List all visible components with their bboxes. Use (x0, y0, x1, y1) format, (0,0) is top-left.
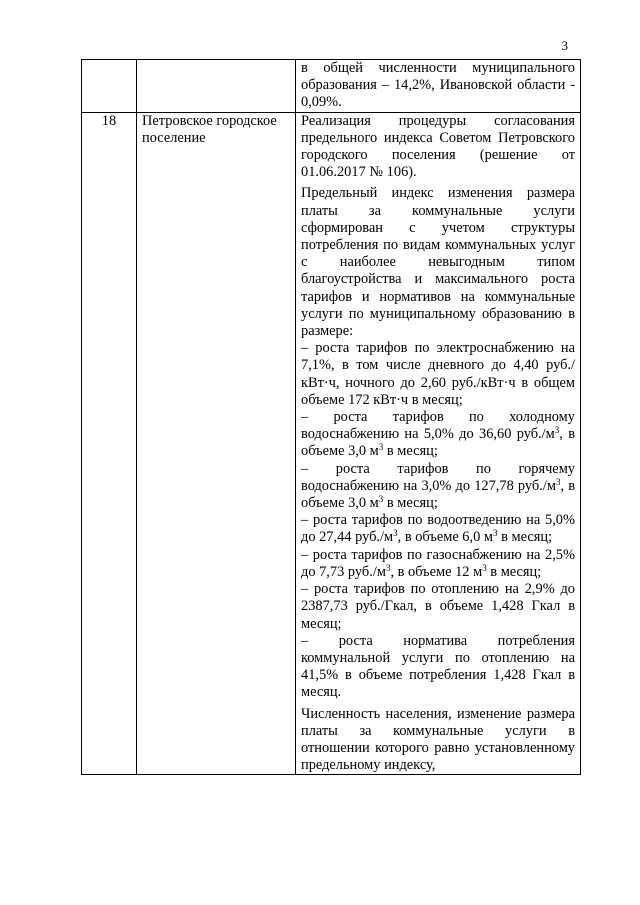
tariff-item-text: , в объеме 12 м (390, 563, 483, 580)
unit-superscript: 3 (482, 562, 487, 573)
unit-superscript: 3 (378, 442, 384, 453)
tariff-list-item (301, 461, 575, 513)
tariff-item-text: , в объеме 3,0 м (301, 426, 575, 460)
tariff-list-item (301, 512, 575, 546)
unit-superscript: 3 (378, 494, 384, 505)
unit-superscript: 3 (493, 528, 498, 539)
index-paragraph: Предельный индекс изменения размера платы за коммунальные услуги сформирован с учетом структуры потребления по видам коммунальных услуг с наиболее невыгодным типом благоустройства и максимального роста тарифов и нормативов на коммунальные услуги по муниципальному образованию в размере: (301, 185, 575, 340)
tariff-item-text: в месяц; (383, 495, 438, 512)
row-number-cell: 18 (82, 112, 137, 775)
unit-superscript: 3 (393, 528, 398, 539)
tariff-item-text: – роста тарифов по газоснабжению на 2,5% до 7,73 руб./м (301, 546, 575, 580)
tariff-item-text: в месяц; (383, 443, 438, 460)
tariff-item-text: – роста норматива потребления коммунальной услуги по отоплению на 41,5% в объеме потребления 1,428 Гкал в месяц. (301, 632, 575, 701)
population-paragraph: Численность населения, изменение размера платы за коммунальные услуги в отношении которого равно установленному предельному индексу, (301, 705, 575, 774)
tariff-list-item (301, 581, 575, 633)
tariff-item-text: в месяц; (497, 529, 553, 546)
tariff-item-text: – роста тарифов по отоплению на 2,9% до 2387,73 руб./Гкал, в объеме 1,428 Гкал в месяц; (301, 581, 575, 632)
tariff-list-item (301, 340, 575, 409)
table-row-continuation (82, 60, 581, 113)
tariff-item-text: , в объеме 6,0 м (397, 529, 493, 546)
tariff-item-text: – роста тарифов по холодному водоснабжению на 5,0% до 36,60 руб./м (301, 409, 575, 443)
row-number-cell (82, 60, 137, 113)
unit-superscript: 3 (555, 476, 561, 487)
unit-superscript: 3 (554, 425, 560, 436)
page-number: 3 (561, 38, 568, 53)
municipal-index-table (81, 59, 581, 775)
tariff-item-text: в месяц; (486, 563, 542, 580)
tariff-item-text: – роста тарифов по водоотведению на 5,0% до 27,44 руб./м (301, 512, 575, 546)
description-cell (296, 112, 581, 775)
tariff-list (301, 340, 575, 701)
description-cell (296, 60, 581, 113)
tariff-item-text: – роста тарифов по горячему водоснабжению на 3,0% до 127,78 руб./м (301, 460, 575, 494)
municipality-name-cell: Петровское городское поселение (137, 112, 296, 775)
tariff-list-item (301, 409, 575, 461)
tariff-item-text: – роста тарифов по электроснабжению на 7,1%, в том числе дневного до 4,40 руб./кВт·ч, ночного до 2,60 руб./кВт·ч в общем объеме 172 кВт·ч в месяц; (301, 340, 575, 408)
unit-superscript: 3 (385, 562, 391, 573)
tariff-list-item (301, 547, 575, 581)
tariff-item-text: , в объеме 3,0 м (301, 477, 575, 512)
table-row-18 (82, 112, 581, 775)
continuation-text: в общей численности муниципального образования – 14,2%, Ивановской области - 0,09%. (301, 60, 575, 111)
municipality-name-cell (137, 60, 296, 113)
tariff-list-item (301, 633, 575, 702)
approval-paragraph: Реализация процедуры согласования предельного индекса Советом Петровского городского поселения (решение от 01.06.2017 № 106). (301, 112, 575, 181)
